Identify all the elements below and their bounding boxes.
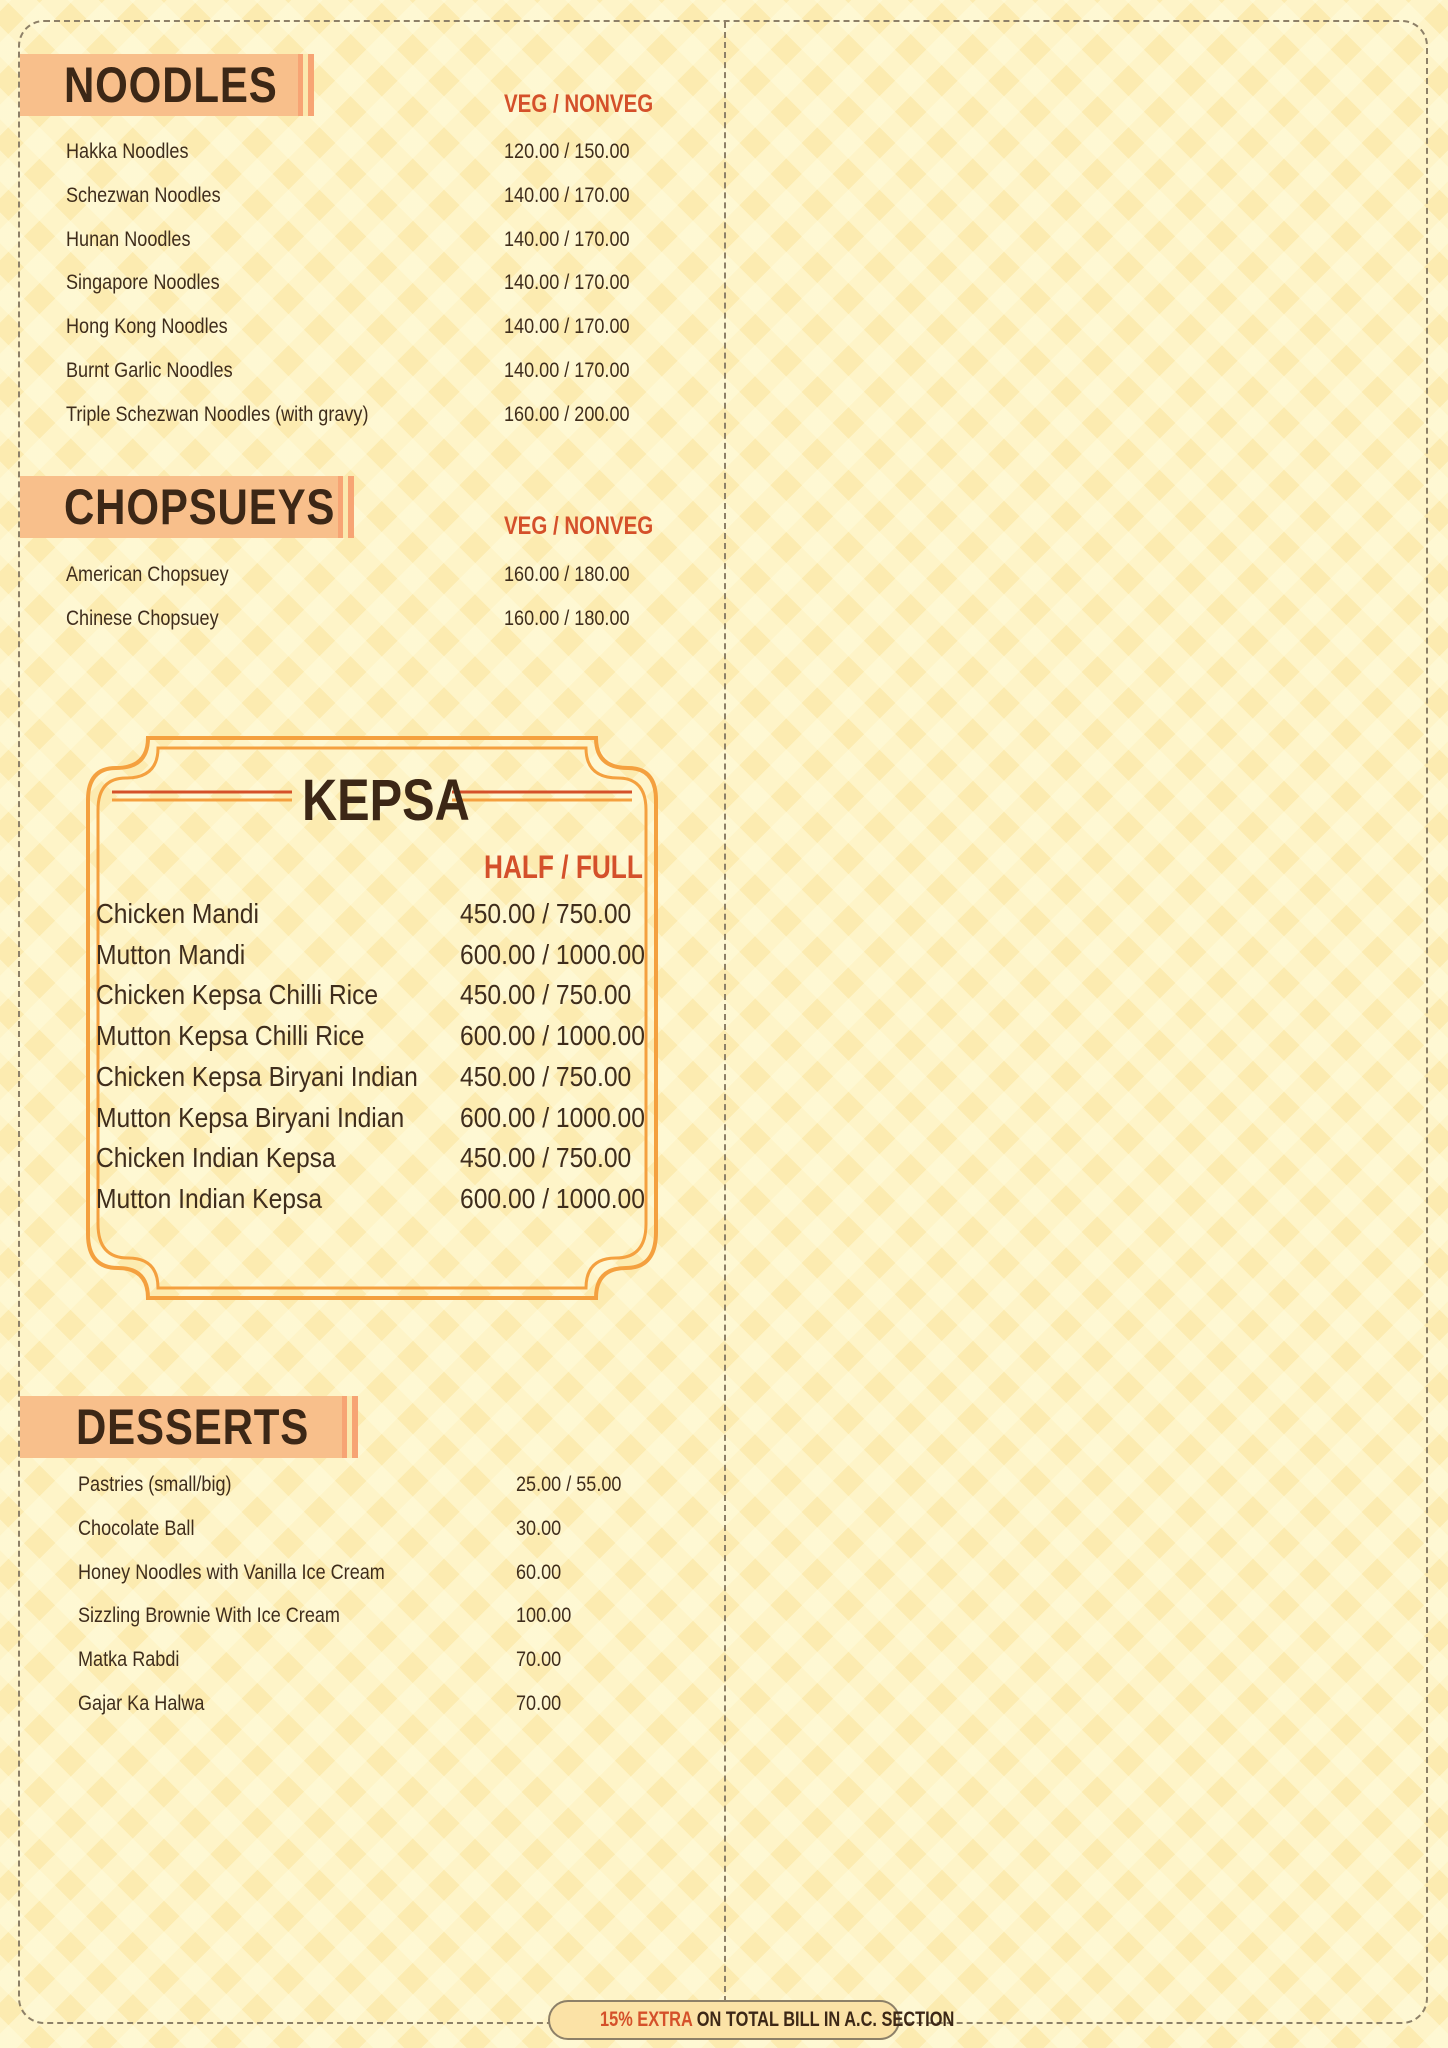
kepsa-item-name: Mutton Indian Kepsa xyxy=(96,1182,323,1214)
noodles-item xyxy=(0,315,720,355)
kepsa-item-price: 600.00 / 1000.00 xyxy=(460,938,645,970)
noodles-item-price: 140.00 / 170.00 xyxy=(504,183,630,207)
desserts-item xyxy=(0,1517,720,1557)
desserts-item-price: 70.00 xyxy=(516,1648,562,1672)
noodles-item-price: 120.00 / 150.00 xyxy=(504,140,630,163)
noodles-item-price: 140.00 / 170.00 xyxy=(504,227,630,251)
noodles-column-header: VEG / NONVEG xyxy=(504,90,654,118)
column-divider xyxy=(724,22,726,2022)
kepsa-item xyxy=(0,1102,720,1142)
noodles-item-name: Singapore Noodles xyxy=(66,271,220,295)
noodles-item-price: 160.00 / 200.00 xyxy=(504,402,630,426)
noodles-item xyxy=(0,184,720,224)
chopsueys-item-name: Chinese Chopsuey xyxy=(66,606,219,630)
desserts-item-price: 70.00 xyxy=(516,1692,562,1715)
kepsa-item xyxy=(0,979,720,1019)
kepsa-item-name: Chicken Mandi xyxy=(96,898,259,929)
chopsueys-item xyxy=(0,563,720,603)
desserts-item-name: Chocolate Ball xyxy=(78,1516,195,1540)
footer-text: ON TOTAL BILL IN A.C. SECTION xyxy=(692,2008,955,2031)
desserts-item-price: 60.00 xyxy=(516,1560,562,1584)
noodles-item xyxy=(0,403,720,443)
desserts-item xyxy=(0,1604,720,1644)
noodles-item xyxy=(0,359,720,399)
kepsa-item xyxy=(0,1142,720,1182)
noodles-item xyxy=(0,228,720,268)
kepsa-item xyxy=(0,1020,720,1060)
noodles-item-price: 140.00 / 170.00 xyxy=(504,315,630,339)
noodles-item-name: Hakka Noodles xyxy=(66,140,189,163)
kepsa-item-price: 450.00 / 750.00 xyxy=(460,1060,632,1092)
chopsueys-item-price: 160.00 / 180.00 xyxy=(504,563,630,586)
chopsueys-title: CHOPSUEYS xyxy=(64,479,336,535)
kepsa-item-price: 450.00 / 750.00 xyxy=(460,898,632,929)
noodles-item-name: Hong Kong Noodles xyxy=(66,315,228,339)
kepsa-item-name: Mutton Kepsa Chilli Rice xyxy=(96,1020,365,1052)
kepsa-title: KEPSA xyxy=(302,768,470,833)
noodles-item xyxy=(0,140,720,180)
chopsueys-item-name: American Chopsuey xyxy=(66,563,229,586)
desserts-item-name: Matka Rabdi xyxy=(78,1648,180,1672)
desserts-item xyxy=(0,1561,720,1601)
desserts-item xyxy=(0,1473,720,1513)
desserts-item xyxy=(0,1648,720,1688)
kepsa-item xyxy=(0,1183,720,1223)
desserts-item-price: 25.00 / 55.00 xyxy=(516,1473,622,1496)
desserts-item-name: Pastries (small/big) xyxy=(78,1473,232,1496)
noodles-item-name: Burnt Garlic Noodles xyxy=(66,359,233,382)
chopsueys-item-price: 160.00 / 180.00 xyxy=(504,606,630,630)
chopsueys-column-header: VEG / NONVEG xyxy=(504,512,654,540)
noodles-item-price: 140.00 / 170.00 xyxy=(504,271,630,295)
noodles-item-price: 140.00 / 170.00 xyxy=(504,359,630,382)
kepsa-item-name: Mutton Mandi xyxy=(96,938,246,970)
kepsa-item-price: 600.00 / 1000.00 xyxy=(460,1182,645,1214)
noodles-item-name: Hunan Noodles xyxy=(66,227,191,251)
footer-accent-text: 15% EXTRA xyxy=(599,2008,693,2031)
footer-notice-badge xyxy=(548,2000,955,2040)
kepsa-item-price: 450.00 / 750.00 xyxy=(460,979,632,1011)
desserts-item xyxy=(0,1692,720,1732)
noodles-title: NOODLES xyxy=(64,57,278,113)
desserts-item-price: 30.00 xyxy=(516,1516,562,1540)
desserts-item-price: 100.00 xyxy=(516,1604,572,1628)
kepsa-item-name: Chicken Kepsa Biryani Indian xyxy=(96,1060,418,1092)
kepsa-item-price: 600.00 / 1000.00 xyxy=(460,1020,645,1052)
kepsa-column-header: HALF / FULL xyxy=(484,849,643,885)
desserts-item-name: Sizzling Brownie With Ice Cream xyxy=(78,1604,340,1628)
noodles-item-name: Schezwan Noodles xyxy=(66,183,221,207)
desserts-item-name: Gajar Ka Halwa xyxy=(78,1692,205,1715)
noodles-item xyxy=(0,271,720,311)
desserts-item-name: Honey Noodles with Vanilla Ice Cream xyxy=(78,1560,385,1584)
kepsa-item xyxy=(0,1061,720,1101)
kepsa-item-name: Mutton Kepsa Biryani Indian xyxy=(96,1101,405,1133)
desserts-title: DESSERTS xyxy=(76,1399,310,1455)
kepsa-item-price: 600.00 / 1000.00 xyxy=(460,1101,645,1133)
kepsa-item-name: Chicken Kepsa Chilli Rice xyxy=(96,979,379,1011)
noodles-item-name: Triple Schezwan Noodles (with gravy) xyxy=(66,402,369,426)
kepsa-item-name: Chicken Indian Kepsa xyxy=(96,1142,336,1174)
kepsa-item-price: 450.00 / 750.00 xyxy=(460,1142,632,1174)
kepsa-item xyxy=(0,939,720,979)
chopsueys-item xyxy=(0,607,720,647)
kepsa-item xyxy=(0,898,720,938)
